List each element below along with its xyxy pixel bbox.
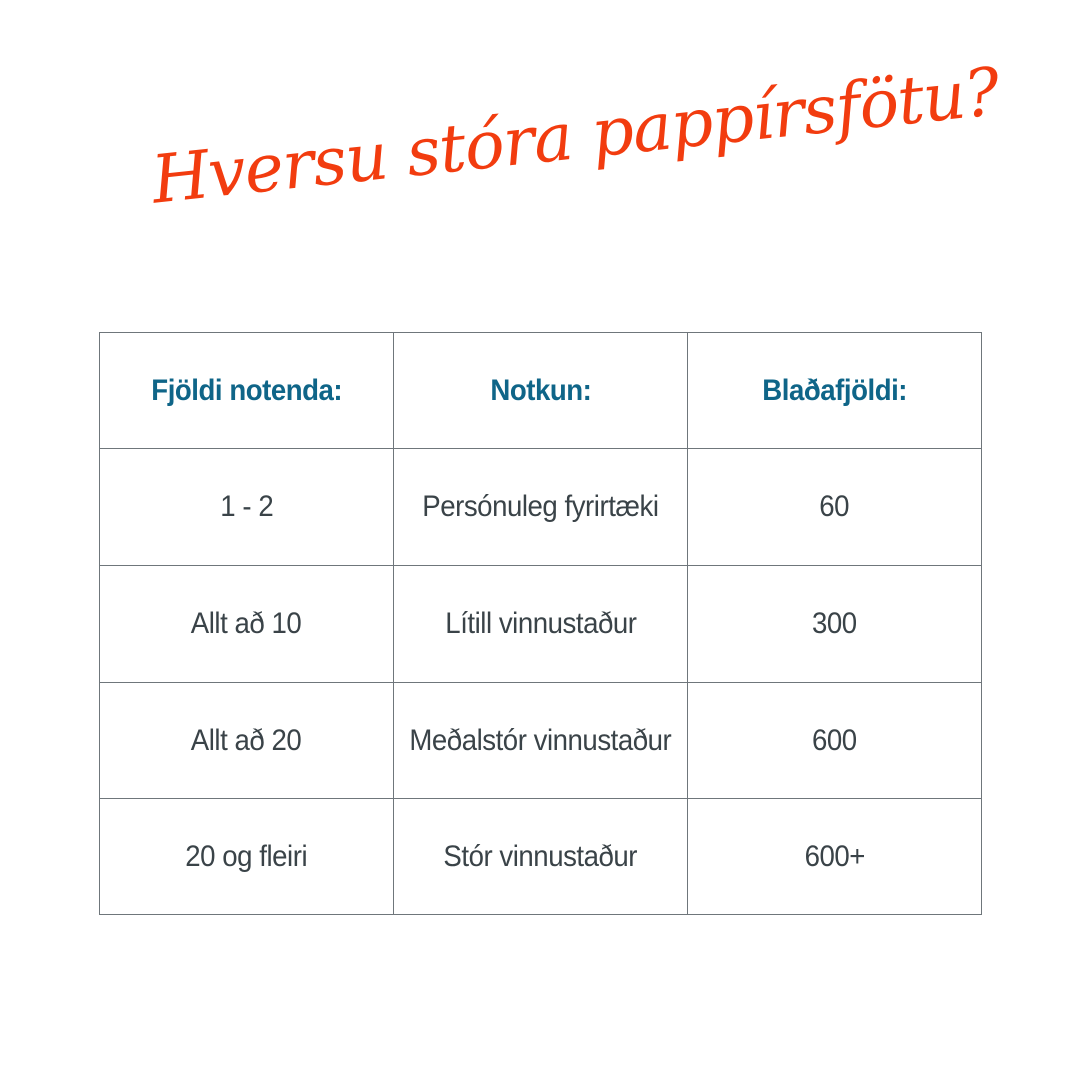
- table-row: [100, 449, 982, 566]
- header-usage: Notkun:: [394, 333, 688, 449]
- cell-sheet-count: 600+: [688, 799, 982, 915]
- header-sheet-count: Blaðafjöldi:: [688, 333, 982, 449]
- header-user-count: Fjöldi notenda:: [100, 333, 394, 449]
- table-row: [100, 683, 982, 799]
- cell-sheet-count: 300: [688, 566, 982, 683]
- cell-sheet-count: 600: [688, 683, 982, 799]
- table-header-row: [100, 333, 982, 449]
- table-row: [100, 799, 982, 915]
- cell-usage: Stór vinnustaður: [394, 799, 688, 915]
- bucket-size-table: [99, 332, 982, 915]
- cell-usage: Meðalstór vinnustaður: [394, 683, 688, 799]
- cell-usage: Lítill vinnustaður: [394, 566, 688, 683]
- cell-user-count: 1 - 2: [100, 449, 394, 566]
- cell-user-count: Allt að 10: [100, 566, 394, 683]
- page-title: Hversu stóra pappírsfötu?: [148, 53, 1003, 219]
- table-row: [100, 566, 982, 683]
- cell-user-count: 20 og fleiri: [100, 799, 394, 915]
- cell-user-count: Allt að 20: [100, 683, 394, 799]
- cell-sheet-count: 60: [688, 449, 982, 566]
- cell-usage: Persónuleg fyrirtæki: [394, 449, 688, 566]
